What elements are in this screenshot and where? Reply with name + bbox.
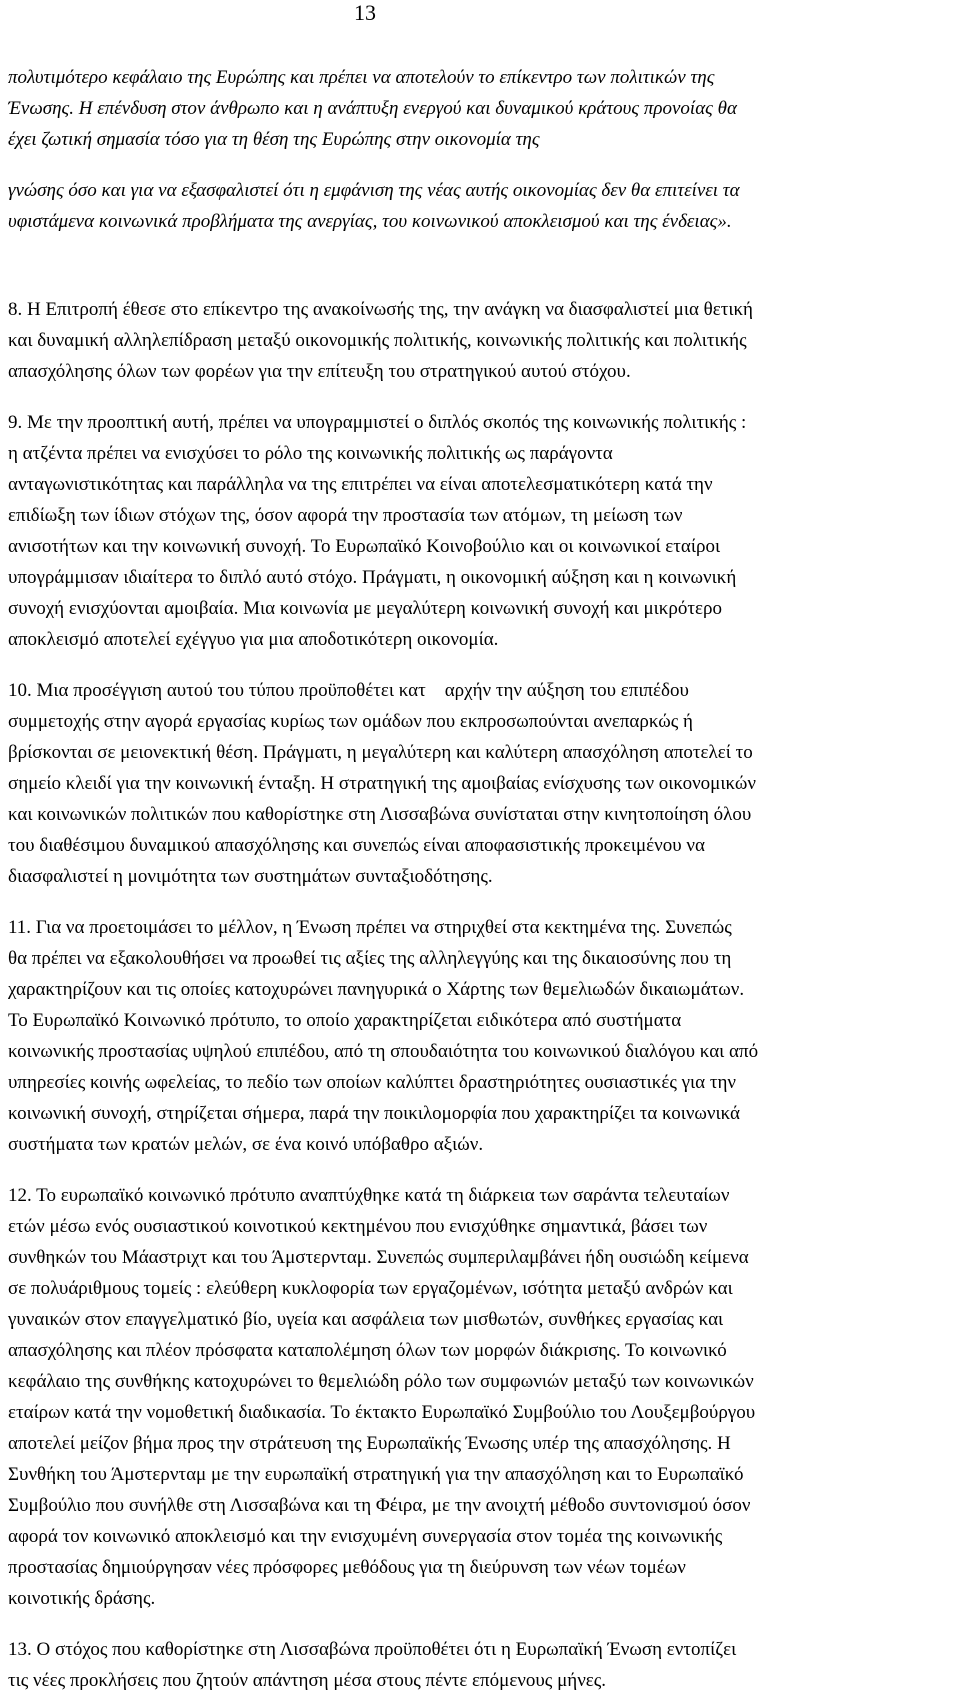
text-line: του διαθέσιμου δυναμικού απασχόλησης και συνεπώς είναι αποφασιστικής προκειμένου να: [8, 835, 705, 856]
text-line: κοινωνική συνοχή, στηρίζεται σήμερα, παρά την ποικιλομορφία που χαρακτηρίζει τα κοινωνικά: [8, 1103, 740, 1124]
text-line: υπογράμμισαν ιδιαίτερα το διπλό αυτό στόχο. Πράγματι, η οικονομική αύξηση και η κοινωνική: [8, 567, 737, 588]
text-line: κοινοτικής δράσης.: [8, 1588, 156, 1609]
quote-continuation: [8, 62, 953, 155]
text-line: γνώσης όσο και για να εξασφαλιστεί ότι η εμφάνιση της νέας αυτής οικονομίας δεν θα επιτείνει τα: [8, 180, 740, 201]
text-line: απασχόλησης όλων των φορέων για την επίτευξη του στρατηγικού αυτού στόχου.: [8, 361, 631, 382]
text-line: αφορά τον κοινωνικό αποκλεισμό και την ενισχυμένη συνεργασία στον τομέα της κοινωνικής: [8, 1526, 723, 1547]
text-line: θα πρέπει να εξακολουθήσει να προωθεί τις αξίες της αλληλεγγύης και της δικαιοσύνης που τη: [8, 948, 732, 969]
text-line: εταίρων κατά την νομοθετική διαδικασία. Το έκτακτο Ευρωπαϊκό Συμβούλιο του Λουξεμβούργου: [8, 1402, 756, 1423]
page-body: [8, 62, 953, 1696]
text-line: ανισοτήτων και την κοινωνική συνοχή. Το Ευρωπαϊκό Κοινοβούλιο και οι κοινωνικοί εταίροι: [8, 536, 721, 557]
text-line: 12. Το ευρωπαϊκό κοινωνικό πρότυπο αναπτύχθηκε κατά τη διάρκεια των σαράντα τελευταίων: [8, 1185, 730, 1206]
text-line: συστήματα των κρατών μελών, σε ένα κοινό υπόβαθρο αξιών.: [8, 1134, 484, 1155]
page-number: 13: [354, 0, 376, 25]
paragraph-11: [8, 912, 953, 1160]
text-line: αποτελεί μείζον βήμα προς την στράτευση της Ευρωπαϊκής Ένωσης υπέρ της απασχόλησης. Η: [8, 1433, 731, 1454]
text-line: 13. Ο στόχος που καθορίστηκε στη Λισσαβώνα προϋποθέτει ότι η Ευρωπαϊκή Ένωση εντοπίζει: [8, 1639, 737, 1660]
text-line: προστασίας δημιούργησαν νέες πρόσφορες μεθόδους για τη διεύρυνση των νέων τομέων: [8, 1557, 686, 1578]
text-line: ετών μέσω ενός ουσιαστικού κοινοτικού κεκτημένου που ενισχύθηκε σημαντικά, βάσει των: [8, 1216, 708, 1237]
text-line: κοινωνικής προστασίας υψηλού επιπέδου, από τη σπουδαιότητα του κοινωνικού διαλόγου και από: [8, 1041, 759, 1062]
text-line: Συμβούλιο που συνήλθε στη Λισσαβώνα και τη Φέιρα, με την ανοιχτή μέθοδο συντονισμού όσον: [8, 1495, 751, 1516]
paragraph-8: [8, 294, 953, 387]
text-line: Ένωσης. Η επένδυση στον άνθρωπο και η ανάπτυξη ενεργού και δυναμικού κράτους προνοίας θα: [8, 98, 737, 119]
paragraph-12: [8, 1180, 953, 1614]
paragraph-10: [8, 675, 953, 892]
text-line: συμμετοχής στην αγορά εργασίας κυρίως των ομάδων που εκπροσωπούνται ανεπαρκώς ή: [8, 711, 693, 732]
text-line: σε πολυάριθμους τομείς : ελεύθερη κυκλοφορία των εργαζομένων, ισότητα μεταξύ ανδρών και: [8, 1278, 733, 1299]
text-line: και κοινωνικών πολιτικών που καθορίστηκε στη Λισσαβώνα συνίσταται στην κινητοποίηση όλου: [8, 804, 752, 825]
text-line: Το Ευρωπαϊκό Κοινωνικό πρότυπο, το οποίο χαρακτηρίζεται ειδικότερα από συστήματα: [8, 1010, 682, 1031]
text-line: συνοχή ενισχύονται αμοιβαία. Μια κοινωνία με μεγαλύτερη κοινωνική συνοχή και μικρότερο: [8, 598, 722, 619]
text-line: υφιστάμενα κοινωνικά προβλήματα της ανεργίας, του κοινωνικού αποκλεισμού και της ένδειας».: [8, 211, 732, 232]
text-line: πολυτιμότερο κεφάλαιο της Ευρώπης και πρέπει να αποτελούν το επίκεντρο των πολιτικών της: [8, 67, 715, 88]
text-line: υπηρεσίες κοινής ωφελείας, το πεδίο των οποίων καλύπτει δραστηριότητες ουσιαστικές για την: [8, 1072, 736, 1093]
text-line: 9. Με την προοπτική αυτή, πρέπει να υπογραμμιστεί ο διπλός σκοπός της κοινωνικής πολιτικής :: [8, 412, 747, 433]
text-line: και δυναμική αλληλεπίδραση μεταξύ οικονομικής πολιτικής, κοινωνικής πολιτικής και πολιτικής: [8, 330, 747, 351]
paragraph-9: [8, 407, 953, 655]
text-line: αποκλεισμό αποτελεί εχέγγυο για μια αποδοτικότερη οικονομία.: [8, 629, 499, 650]
text-line: διασφαλιστεί η μονιμότητα των συστημάτων συνταξιοδότησης.: [8, 866, 493, 887]
text-line: επιδίωξη των ίδιων στόχων της, όσον αφορά την προστασία των ατόμων, τη μείωση των: [8, 505, 683, 526]
text-line: τις νέες προκλήσεις που ζητούν απάντηση μέσα στους πέντε επόμενους μήνες.: [8, 1670, 607, 1691]
quote-continuation-end: [8, 175, 953, 237]
text-line: 10. Μια προσέγγιση αυτού του τύπου προϋποθέτει κατ αρχήν την αύξηση του επιπέδου: [8, 680, 689, 701]
text-line: συνθηκών του Μάαστριχτ και του Άμστερνταμ. Συνεπώς συμπεριλαμβάνει ήδη ουσιώδη κείμενα: [8, 1247, 749, 1268]
text-line: έχει ζωτική σημασία τόσο για τη θέση της Ευρώπης στην οικονομία της: [8, 129, 540, 150]
text-line: απασχόλησης και πλέον πρόσφατα καταπολέμηση όλων των μορφών διάκρισης. Το κοινωνικό: [8, 1340, 727, 1361]
paragraph-13: [8, 1634, 953, 1696]
text-line: Συνθήκη του Άμστερνταμ με την ευρωπαϊκή στρατηγική για την απασχόληση και το Ευρωπαϊκό: [8, 1464, 744, 1485]
text-line: 11. Για να προετοιμάσει το μέλλον, η Ένωση πρέπει να στηριχθεί στα κεκτημένα της. Συνεπώς: [8, 917, 732, 938]
text-line: 8. Η Επιτροπή έθεσε στο επίκεντρο της ανακοίνωσής της, την ανάγκη να διασφαλιστεί μια θετική: [8, 299, 753, 320]
text-line: βρίσκονται σε μειονεκτική θέση. Πράγματι, η μεγαλύτερη και καλύτερη απασχόληση αποτελεί το: [8, 742, 753, 763]
text-line: ανταγωνιστικότητας και παράλληλα να της επιτρέπει να είναι αποτελεσματικότερη κατά την: [8, 474, 713, 495]
text-line: σημείο κλειδί για την κοινωνική ένταξη. Η στρατηγική της αμοιβαίας ενίσχυσης των οικονομικών: [8, 773, 756, 794]
text-line: γυναικών στον επαγγελματικό βίο, υγεία και ασφάλεια των μισθωτών, συνθήκες εργασίας και: [8, 1309, 724, 1330]
text-line: χαρακτηρίζουν και τις οποίες κατοχυρώνει πανηγυρικά ο Χάρτης των θεμελιωδών δικαιωμάτων.: [8, 979, 745, 1000]
text-line: κεφάλαιο της συνθήκης κατοχυρώνει το θεμελιώδη ρόλο των συμφωνιών μεταξύ των κοινωνικών: [8, 1371, 754, 1392]
text-line: η ατζέντα πρέπει να ενισχύσει το ρόλο της κοινωνικής πολιτικής ως παράγοντα: [8, 443, 613, 464]
